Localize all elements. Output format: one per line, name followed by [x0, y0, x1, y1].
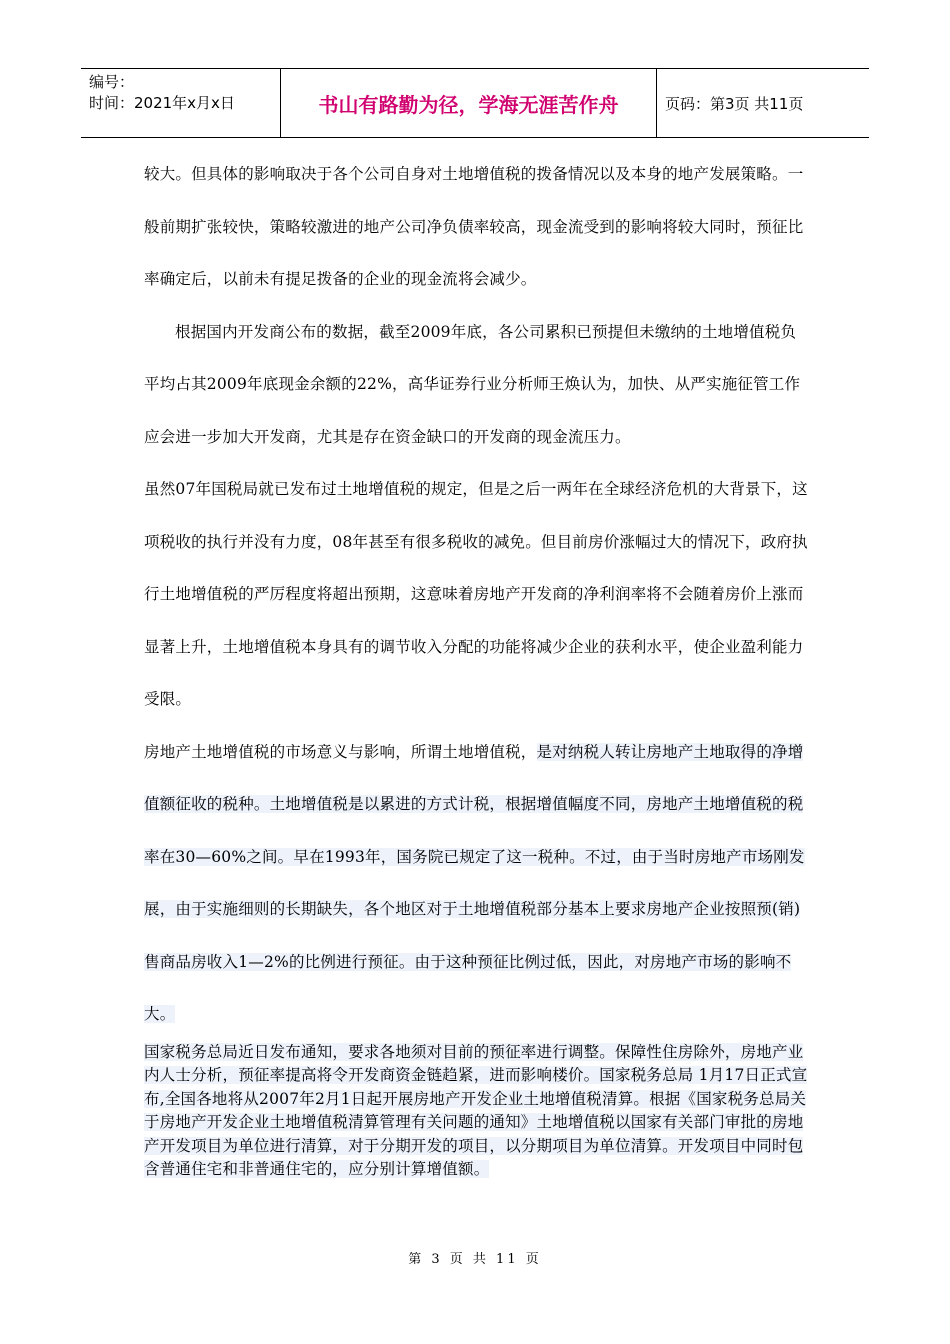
paragraph-1: 较大。但具体的影响取决于各个公司自身对土地增值税的拨备情况以及本身的地产发展策略。一般前期扩张较快，策略较激进的地产公司净负债率较高，现金流受到的影响将较大同时，预征比率确定后，以前未有提足拨备的企业的现金流将会减少。: [144, 165, 804, 288]
paragraph-5: [144, 1041, 808, 1182]
header-info-cell: [81, 69, 281, 137]
header-table: [81, 68, 869, 138]
document-time-label: 时间：2021年x月x日: [89, 94, 235, 112]
paragraph-2: 根据国内开发商公布的数据，截至2009年底，各公司累积已预提但未缴纳的土地增值税负平均占其2009年底现金余额的22%，高华证券行业分析师王焕认为，加快、从严实施征管工作应会进一步加大开发商，尤其是存在资金缺口的开发商的现金流压力。: [144, 322, 801, 446]
paragraph-4: [144, 726, 808, 1041]
paragraph-3: 虽然07年国税局就已发布过土地增值税的规定，但是之后一两年在全球经济危机的大背景下，这项税收的执行并没有力度，08年甚至有很多税收的减免。但目前房价涨幅过大的情况下，政府执行土地增值税的严厉程度将超出预期，这意味着房地产开发商的净利润率将不会随着房价上涨而显著上升，土地增值税本身具有的调节收入分配的功能将减少企业的获利水平，使企业盈利能力受限。: [144, 480, 808, 708]
paragraph-4-highlighted: 是对纳税人转让房地产土地取得的净增值额征收的税种。土地增值税是以累进的方式计税，根据增值幅度不同，房地产土地增值税的税率在30—60%之间。早在1993年，国务院已规定了这一税种。不过，由于当时房地产市场刚发展，由于实施细则的长期缺失，各个地区对于土地增值税部分基本上要求房地产企业按照预(销)售商品房收入1—2%的比例进行预征。由于这种预征比例过低，因此，对房地产市场的影响不大。: [144, 742, 805, 1023]
header-motto: 书山有路勤为径，学海无涯苦作舟: [281, 69, 657, 137]
document-number-label: 编号：: [89, 73, 135, 91]
paragraph-5-highlighted: 国家税务总局近日发布通知，要求各地须对目前的预征率进行调整。保障性住房除外，房地产业内人士分析，预征率提高将令开发商资金链趋紧，进而影响楼价。国家税务总局 1月17日正式宣布,全国各地将从2007年2月1日起开展房地产开发企业土地增值税清算。根据《国家税务总局关于房地产开发企业土地增值税清算管理有关问题的通知》土地增值税以国家有关部门审批的房地产开发项目为单位进行清算，对于分期开发的项目，以分期项目为单位清算。开发项目中同时包含普通住宅和非普通住宅的，应分别计算增值额。: [144, 1042, 808, 1178]
document-body: [144, 148, 808, 1182]
header-page-number: 页码：第3页 共11页: [665, 94, 804, 113]
paragraph-4-intro: 房地产土地增值税的市场意义与影响，所谓土地增值税，: [144, 742, 537, 761]
page-footer: 第 3 页 共 11 页: [408, 1252, 542, 1267]
